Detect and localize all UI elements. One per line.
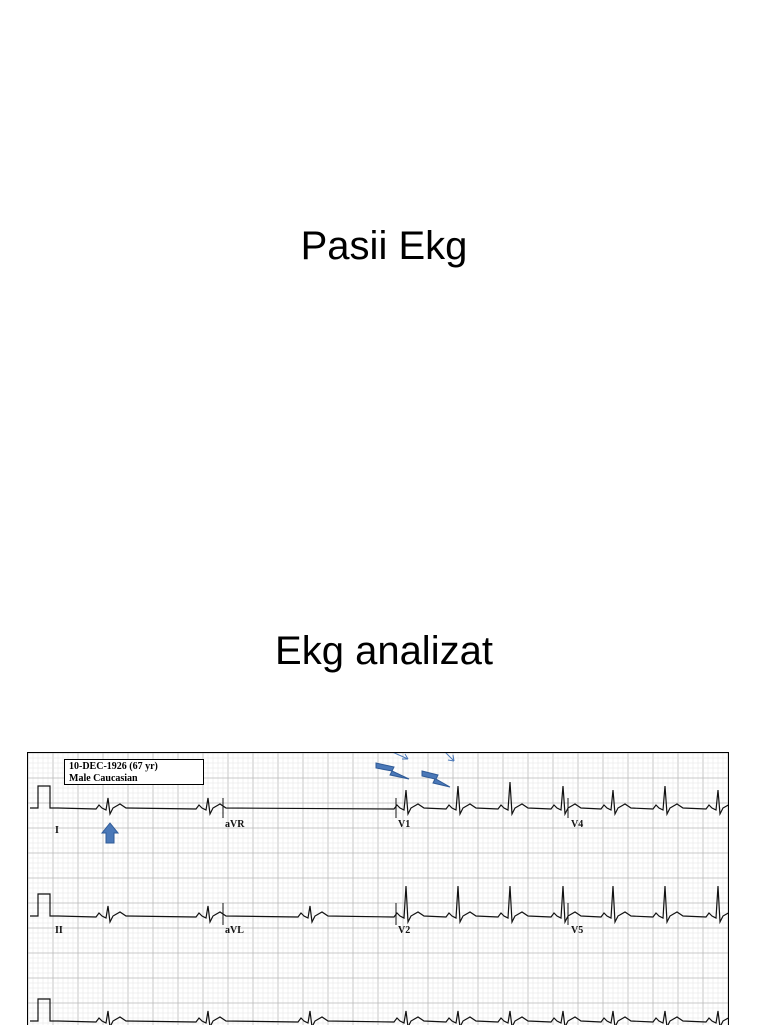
lightning-bolt-icon xyxy=(422,771,450,787)
lead-label-V4: V4 xyxy=(571,819,584,830)
lead-label-II: II xyxy=(55,925,63,936)
lead-label-V1: V1 xyxy=(398,819,411,830)
ecg-trace-row-2 xyxy=(30,886,728,922)
up-arrow-icon xyxy=(102,823,118,843)
lightning-bolt-icon xyxy=(376,763,409,779)
ecg-traces xyxy=(30,782,728,1025)
slide-2 xyxy=(0,512,768,1024)
ecg-patient-info xyxy=(64,759,204,785)
slide-1 xyxy=(0,0,768,512)
ecg-image xyxy=(27,752,729,1025)
ecg-header-line-2: Male Caucasian xyxy=(69,773,138,784)
lead-label-V2: V2 xyxy=(398,925,411,936)
slide-2-title: Ekg analizat xyxy=(275,629,493,673)
ecg-grid xyxy=(28,753,728,1025)
thin-arrow-icon xyxy=(436,753,454,761)
lead-label-aVL: aVL xyxy=(225,925,244,936)
lead-label-I: I xyxy=(55,825,59,836)
ecg-trace-svg xyxy=(28,753,728,1025)
lead-label-aVR: aVR xyxy=(225,819,245,830)
slide-1-title: Pasii Ekg xyxy=(300,224,468,268)
ecg-header-line-1: 10-DEC-1926 (67 yr) xyxy=(69,761,158,772)
lead-label-V5: V5 xyxy=(571,925,584,936)
